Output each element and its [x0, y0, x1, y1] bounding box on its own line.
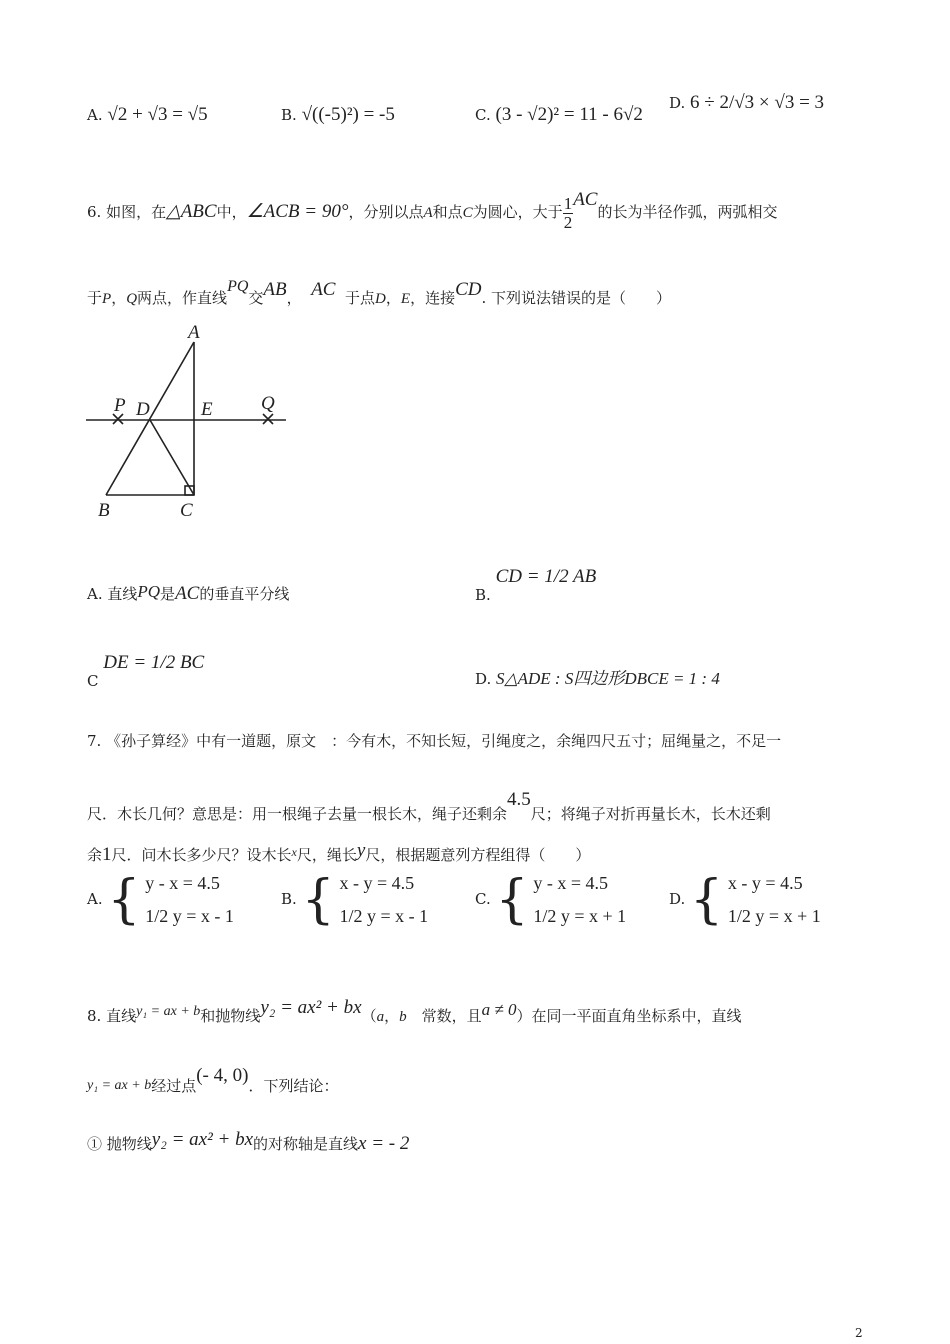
- text: 交: [248, 289, 264, 307]
- math-line: PQ: [227, 278, 249, 295]
- q5-option-b: [281, 104, 395, 126]
- text: 是: [160, 585, 176, 603]
- equation-system: [145, 873, 234, 927]
- equation-system: [728, 873, 821, 927]
- math-expr: y₂ = ax² + bx: [151, 1129, 254, 1150]
- text: 尺．木长几何？意思是：用一根绳子去量一根长木，绳子还剩余: [87, 805, 508, 823]
- text: 和点: [432, 203, 463, 221]
- label-p: P: [114, 395, 126, 416]
- page-number: 2: [855, 1326, 863, 1340]
- q8-line-1: [87, 988, 741, 1037]
- denominator: 2: [563, 212, 573, 232]
- text: 8. 直线: [87, 1007, 137, 1025]
- option-label: D.: [475, 670, 492, 688]
- math-var: Q: [126, 291, 138, 307]
- q7-option-b: [281, 870, 429, 930]
- equation-2: 1/2 y = x - 1: [339, 906, 429, 926]
- q5-c-expression: (3 - √2)² = 11 - 6√2: [495, 104, 643, 125]
- equation-1: y - x = 4.5: [533, 873, 609, 893]
- math-angle: ∠ACB = 90°: [246, 201, 349, 222]
- math-var: x: [291, 845, 297, 859]
- math-line: PQ: [137, 582, 161, 601]
- math-var: A: [423, 205, 433, 221]
- text: 尺，绳长: [296, 846, 357, 864]
- math-seg: CD: [455, 279, 482, 300]
- q6-b-expression: CD = 1/2 AB: [495, 566, 597, 587]
- text: 常数，且: [406, 1007, 482, 1025]
- text: ① 抛物线: [87, 1135, 152, 1153]
- q6-c-expression: DE = 1/2 BC: [103, 652, 205, 673]
- equation-2: 1/2 y = x - 1: [145, 906, 234, 926]
- number: 1: [102, 844, 112, 865]
- math-var: a: [376, 1009, 385, 1025]
- math-var: P: [102, 291, 112, 307]
- option-label: A.: [87, 890, 103, 908]
- text: （: [361, 1007, 377, 1025]
- q5-option-d: [669, 92, 824, 114]
- option-label: D.: [669, 94, 686, 112]
- equation-system: [339, 873, 428, 927]
- text: 为圆心，大于: [472, 203, 563, 221]
- text: ，分别以点: [348, 203, 424, 221]
- text: 的对称轴是直线: [253, 1135, 359, 1153]
- text: . 下列说法错误的是（ ）: [481, 289, 672, 307]
- math-var: E: [400, 291, 411, 307]
- q7-option-c: [475, 870, 627, 930]
- text: ，连接: [410, 289, 456, 307]
- math-expr: y₂ = ax² + bx: [260, 997, 362, 1018]
- option-label: C.: [475, 890, 491, 908]
- math-var: y: [356, 840, 366, 861]
- equation-1: x - y = 4.5: [727, 873, 803, 893]
- math-var: D: [375, 291, 386, 307]
- option-label: D.: [669, 890, 686, 908]
- brace-icon: {: [107, 870, 141, 930]
- option-label: C: [87, 672, 99, 690]
- label-q: Q: [261, 393, 275, 414]
- q7-option-d: [669, 870, 821, 930]
- math-expr: y₁ = ax + b: [136, 1004, 201, 1019]
- brace-icon: {: [301, 870, 335, 930]
- text: 的长为半径作弧，两弧相交: [597, 203, 778, 221]
- equation-1: y - x = 4.5: [145, 873, 220, 893]
- option-label: A. 直线: [87, 585, 138, 603]
- math-seg: AC: [175, 583, 200, 604]
- text: 尺．问木长多少尺？设木长: [111, 846, 292, 864]
- text: 6. 如图，在: [87, 203, 167, 221]
- math-expr: a ≠ 0: [481, 1000, 517, 1019]
- q6-option-c: [87, 652, 204, 690]
- q6-d-expression: S△ADE : S四边形DBCE = 1 : 4: [496, 669, 720, 688]
- option-label: B.: [281, 890, 297, 908]
- q5-b-expression: √((-5)²) = -5: [301, 104, 395, 125]
- q7-line-1: 7. 《孙子算经》中有一道题，原文 ：今有木，不知长短，引绳度之，余绳四尺五寸；屈绳量之，不足一: [87, 732, 782, 750]
- label-a: A: [188, 322, 200, 343]
- text: ，: [385, 289, 401, 307]
- text: 尺，根据题意列方程组得（ ）: [365, 846, 591, 864]
- fraction-half: [563, 195, 574, 232]
- text: 经过点: [151, 1077, 197, 1095]
- q5-option-c: [475, 104, 643, 126]
- text: 两点，作直线: [137, 289, 228, 307]
- q8-line-3: [87, 1122, 409, 1162]
- q6-line-2: [87, 262, 671, 324]
- brace-icon: {: [495, 870, 529, 930]
- text: 的垂直平分线: [199, 585, 290, 603]
- text: 中，: [216, 203, 247, 221]
- q5-d-expression: 6 ÷ 2/√3 × √3 = 3: [690, 92, 825, 113]
- text: 和抛物线: [200, 1007, 261, 1025]
- option-label: C.: [475, 106, 491, 124]
- equation-2: 1/2 y = x + 1: [533, 906, 627, 926]
- math-expr: y₁ = ax + b: [87, 1078, 152, 1093]
- math-var: b: [399, 1009, 407, 1025]
- q6-option-b: [475, 566, 596, 604]
- numerator: 1: [563, 193, 573, 213]
- equation-2: 1/2 y = x + 1: [727, 906, 821, 926]
- q5-option-a: [87, 104, 208, 126]
- q6-geometry-figure: [80, 318, 300, 528]
- math-triangle: △ABC: [166, 201, 217, 222]
- q6-line-1: [87, 165, 777, 248]
- text: 于: [87, 289, 103, 307]
- label-d: D: [136, 399, 150, 420]
- text: ．下列结论：: [248, 1077, 339, 1095]
- text: 余: [87, 846, 103, 864]
- text: ，: [111, 289, 127, 307]
- math-point: (- 4, 0): [196, 1065, 249, 1086]
- equation-1: x - y = 4.5: [339, 873, 415, 893]
- text: ，: [286, 289, 302, 307]
- text: 于点: [345, 289, 376, 307]
- q6-option-d: [475, 664, 720, 689]
- q5-a-expression: √2 + √3 = √5: [107, 104, 208, 125]
- brace-icon: {: [690, 870, 724, 930]
- option-label: A.: [87, 106, 103, 124]
- q7-line-2: [87, 775, 771, 839]
- option-label: B.: [475, 586, 491, 604]
- math-expr: x = - 2: [358, 1133, 410, 1154]
- label-e: E: [201, 399, 213, 420]
- math-seg: AC: [311, 279, 336, 300]
- option-label: B.: [281, 106, 297, 124]
- label-c: C: [180, 500, 193, 521]
- text: 尺；将绳子对折再量长木，长木还剩: [530, 805, 771, 823]
- segment-cd: [150, 420, 194, 495]
- label-b: B: [98, 500, 110, 521]
- text: ）在同一平面直角坐标系中，直线: [516, 1007, 742, 1025]
- math-seg: AB: [263, 279, 287, 300]
- q6-option-a: [87, 582, 289, 605]
- math-seg: AC: [573, 189, 598, 210]
- equation-system: [533, 873, 626, 927]
- q8-line-2: [87, 1058, 338, 1104]
- text: ，: [384, 1007, 400, 1025]
- number: 4.5: [507, 789, 531, 810]
- math-var: C: [462, 205, 473, 221]
- q7-line-3: [87, 840, 590, 866]
- q7-option-a: [87, 870, 234, 930]
